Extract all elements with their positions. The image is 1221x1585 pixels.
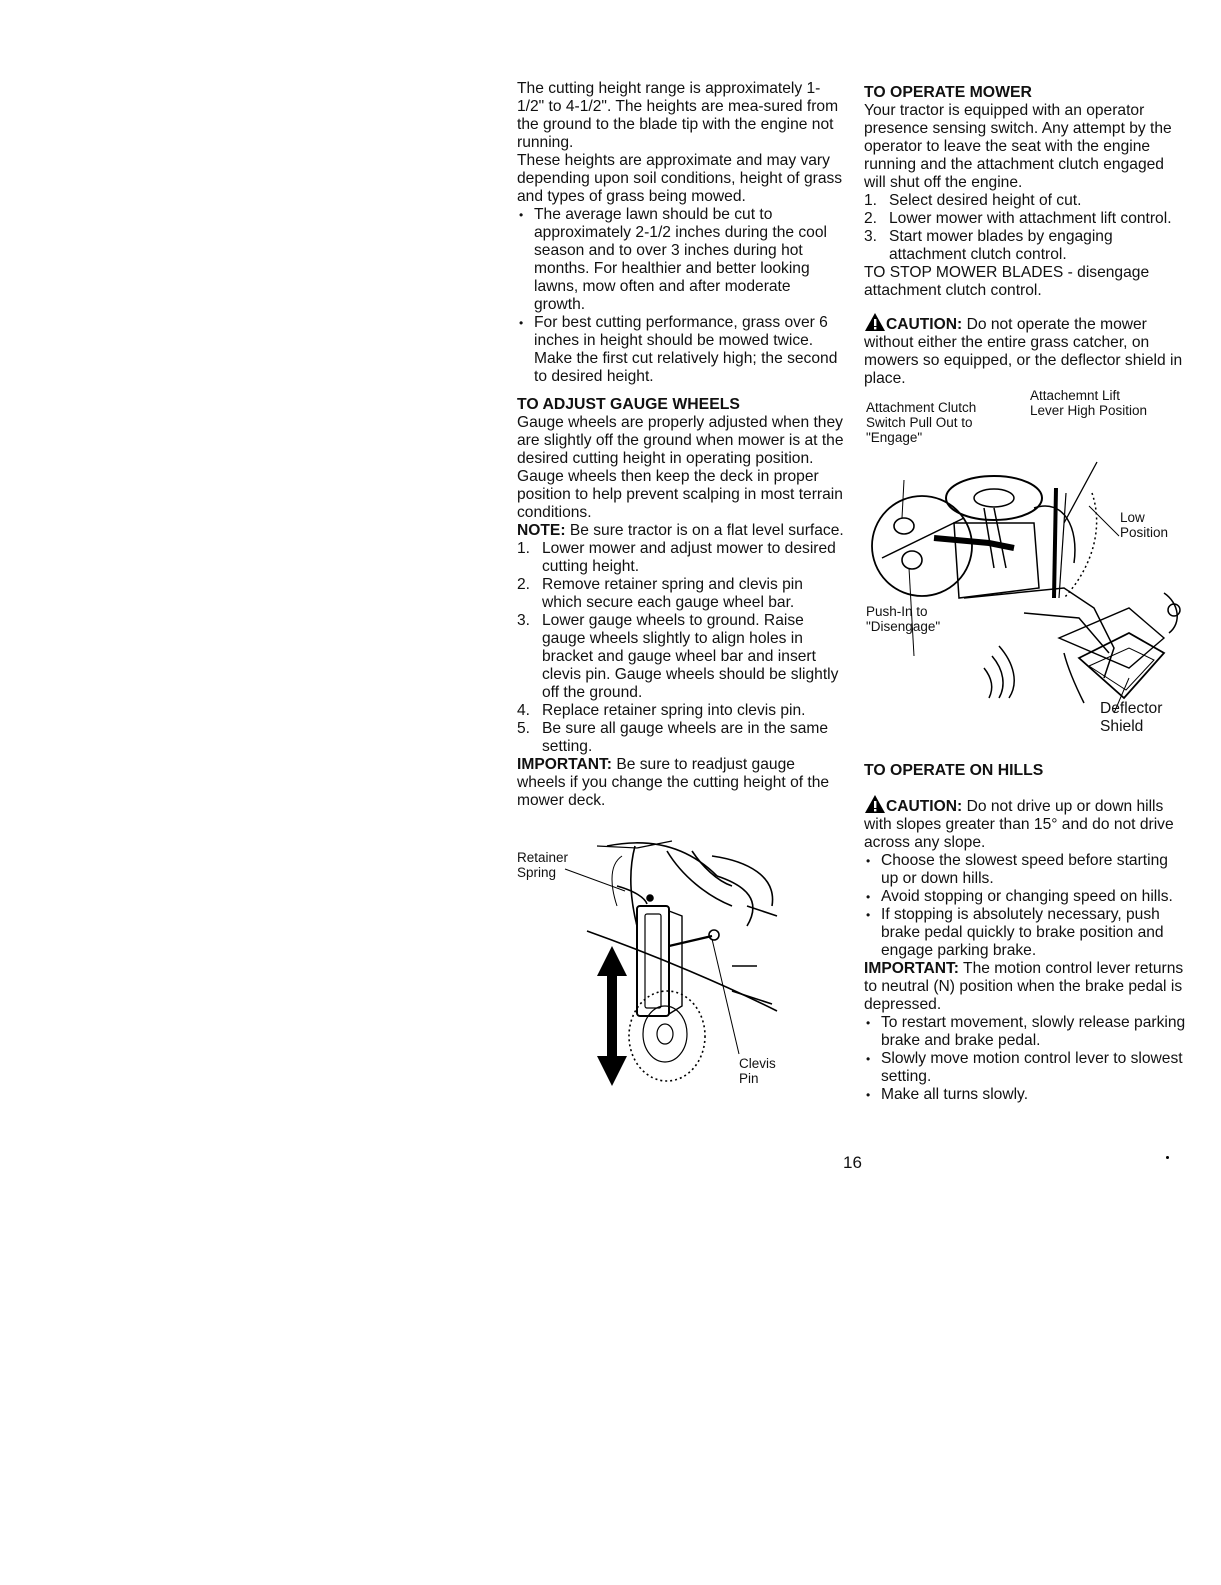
note-label: NOTE: [517,522,566,539]
list-item [517,702,845,720]
caution-text: Do not operate the mower without either the entire grass catcher, on mowers so equipped, or the deflector shield in place. [864,316,1183,387]
step-text: Start mower blades by engaging attachment clutch control. [889,228,1113,263]
important-text: Be sure to readjust gauge wheels if you change the cutting height of the mower deck. [517,756,830,809]
important-label: IMPORTANT: [517,756,612,773]
important-paragraph [864,960,1189,1014]
list-item: • Make all turns slowly. [864,1086,1189,1104]
important-label: IMPORTANT: [864,960,959,977]
step-number: 3. [517,612,531,629]
gauge-wheels-heading: TO ADJUST GAUGE WHEELS [517,396,740,413]
attachment-clutch-label: Attachment Clutch Switch Pull Out to "Engage" [866,400,977,445]
list-item [864,228,1189,264]
list-item [517,720,845,756]
step-number: 1. [864,192,878,209]
step-number: 1. [517,540,531,557]
list-item [517,612,845,702]
push-in-disengage-label: Push-In to "Disengage" [866,604,941,634]
list-item: • To restart movement, slowly release parking brake and brake pedal. [864,1014,1189,1050]
list-item [864,210,1189,228]
approximate-heights-paragraph: These heights are approximate and may vary depending upon soil conditions, height of grass and types of grass being mowed. [517,152,843,205]
stray-dot [1166,1156,1169,1159]
list-item: • Choose the slowest speed before starting up or down hills. [864,852,1189,888]
list-item [864,192,1189,210]
operate-mower-heading: TO OPERATE MOWER [864,84,1032,101]
list-item: • Avoid stopping or changing speed on hills. [864,888,1189,906]
important-paragraph [517,756,845,810]
cutting-height-paragraph: The cutting height range is approximately 1-1/2" to 4-1/2". The heights are mea-sured from the ground to the blade tip with the engine not running. [517,80,839,151]
mower-steps-list [864,192,1189,264]
step-number: 4. [517,702,531,719]
step-number: 2. [864,210,878,227]
step-text: Replace retainer spring into clevis pin. [542,702,806,719]
deflector-shield-label: Deflector Shield [1100,700,1163,735]
step-text: Be sure all gauge wheels are in the same setting. [542,720,829,755]
step-text: Select desired height of cut. [889,192,1082,209]
step-number: 2. [517,576,531,593]
operate-hills-heading: TO OPERATE ON HILLS [864,762,1044,779]
left-column [517,80,845,1086]
lawn-tips-list [517,206,845,386]
caution-label: CAUTION: [886,798,963,815]
hills-caution-paragraph [864,794,1189,852]
step-text: Lower mower and adjust mower to desired cutting height. [542,540,836,575]
warning-triangle-icon [864,312,886,332]
low-position-label: Low Position [1120,510,1169,540]
list-item: • If stopping is absolutely necessary, push brake pedal quickly to brake position and engage parking brake. [864,906,1189,960]
lift-lever-high-label: Attachemnt Lift Lever High Position [1030,388,1148,418]
important-text: The motion control lever returns to neutral (N) position when the brake pedal is depressed. [864,960,1184,1013]
step-number: 5. [517,720,531,737]
step-text: Remove retainer spring and clevis pin which secure each gauge wheel bar. [542,576,803,611]
list-item [517,576,845,612]
gauge-wheel-illustration [517,836,845,1086]
step-text: Lower gauge wheels to ground. Raise gauge wheels slightly to align holes in bracket and gauge wheel bar and insert clevis pin. Gauge wheels should be slightly off the ground. [542,612,839,701]
attachment-clutch-illustration [864,388,1189,740]
list-item [517,540,845,576]
list-item: • The average lawn should be cut to approximately 2-1/2 inches during the cool season and to over 3 inches during hot months. For healthier and better looking lawns, mow often and after moderate growth. [517,206,845,314]
warning-triangle-icon [864,794,886,814]
restart-tips-list [864,1014,1189,1104]
clevis-pin-label: Clevis Pin [739,1056,776,1086]
retainer-spring-label: Retainer Spring [517,850,569,880]
stop-blades-paragraph: TO STOP MOWER BLADES - disengage attachment clutch control. [864,264,1150,299]
caution-paragraph [864,312,1189,388]
attachment-clutch-drawing [864,398,1189,740]
hills-tips-list [864,852,1189,960]
step-number: 3. [864,228,878,245]
gauge-wheels-paragraph: Gauge wheels are properly adjusted when they are slightly off the ground when mower is at the desired cutting height in operating position. Gauge wheels then keep the deck in proper position to help prevent scalping in most terrain conditions. [517,414,844,521]
caution-label: CAUTION: [886,316,963,333]
page-number: 16 [843,1153,862,1172]
right-column [864,80,1189,1104]
list-item: • Slowly move motion control lever to slowest setting. [864,1050,1189,1086]
note-text: Be sure tractor is on a flat level surface. [565,522,844,539]
note-paragraph [517,522,845,540]
gauge-steps-list [517,540,845,756]
list-item: • For best cutting performance, grass over 6 inches in height should be mowed twice. Make the first cut relatively high; the second to desired height. [517,314,845,386]
caution-text: Do not drive up or down hills with slopes greater than 15° and do not drive across any slope. [864,798,1174,851]
step-text: Lower mower with attachment lift control. [889,210,1172,227]
operator-presence-paragraph: Your tractor is equipped with an operator presence sensing switch. Any attempt by the operator to leave the seat with the engine running and the attachment clutch engaged will shut off the engine. [864,102,1172,191]
